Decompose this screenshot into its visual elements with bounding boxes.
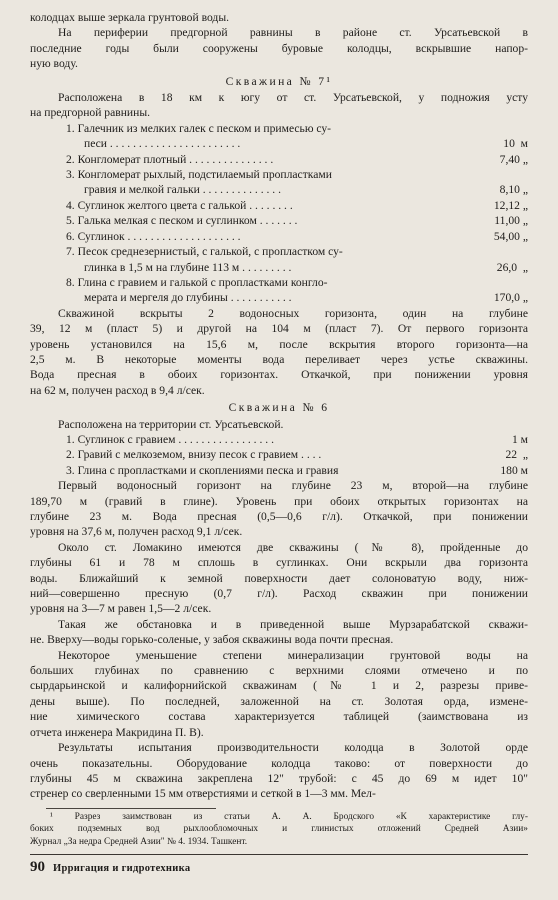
well-7-location — [30, 90, 528, 121]
text-line: ние химического состава характеризуется таблицей (заимствована из — [30, 710, 528, 724]
text-line: ную воду. — [30, 57, 78, 71]
text-line: ¹ Разрез заимствован из статьи А. А. Бродского «К характеристике глу- — [50, 811, 528, 822]
layer-description: 3. Глина с пропластками и скоплениями песка и гравия — [66, 463, 339, 477]
text-line: Некоторое уменьшение степени минерализации грунтовой воды на — [58, 648, 528, 662]
layer-thickness: 1 м — [511, 432, 528, 446]
layer-description: 1. Галечник из мелких галек с песком и примесью су- — [66, 121, 332, 135]
text-line: уровень установился на 15,6 м, после вскрытия второго горизонта—на — [30, 337, 528, 351]
text-line: отчета инженера Макридина П. В). — [30, 725, 204, 739]
layer-thickness: 11,00 „ — [494, 214, 528, 228]
page-footer — [30, 854, 528, 876]
layer-thickness: 10 м — [503, 137, 528, 151]
layer-row — [30, 136, 528, 151]
text-line: уровня на 3—7 м равен 1,5—2 л/сек. — [30, 602, 212, 616]
layer-description: 5. Галька мелкая с песком и суглинком . . . . . . . — [66, 214, 298, 228]
layer-thickness: 54,00 „ — [493, 229, 528, 243]
footnote — [30, 811, 528, 849]
paragraph-murzarabat — [30, 617, 528, 648]
text-line: глубине 23 м. Вода пресная (0,5—0,6 г/л). Откачкой, при понижении — [30, 510, 528, 523]
text-line: Первый водоносный горизонт на глубине 23 м, второй—на глубине — [58, 479, 528, 493]
layer-thickness: 12,12 „ — [493, 198, 528, 212]
layer-row — [30, 275, 528, 290]
well-7-heading: Скважина № 7¹ — [225, 74, 333, 88]
paragraph-periphery — [30, 25, 528, 71]
layer-description: 3. Конгломерат рыхлый, подстилаемый пропластками — [66, 168, 332, 182]
text-line: очень показательны. Оборудование колодца таково: от поверхности до — [30, 756, 528, 770]
footnote-divider — [46, 808, 216, 809]
layer-row — [30, 152, 528, 167]
layer-row — [30, 121, 528, 136]
well-7-description — [30, 306, 528, 398]
text-line: На периферии предгорной равнины в районе ст. Урсатьевской в — [58, 26, 528, 40]
layer-description: 1. Суглинок с гравием . . . . . . . . . . . . . . . . . — [66, 432, 274, 446]
text-line: воды. Ближайший к земной поверхности дает солоноватую воду, ниж- — [30, 571, 528, 585]
text-line: на предгорной равнины. — [30, 106, 151, 120]
text-line: больших глубинах по сравнению с верхними слоями отмечено и по — [30, 664, 528, 678]
well-7-layers-list — [30, 121, 528, 306]
text-line: 189,70 м (гравий в глине). Уровень при обоих открытых горизонтах на — [30, 494, 528, 508]
layer-description: мерата и мергеля до глубины . . . . . . . . . . . — [84, 291, 292, 305]
journal-title: Ирригация и гидротехника — [53, 863, 191, 874]
layer-thickness: 7,40 „ — [499, 152, 528, 166]
layer-row — [30, 244, 528, 259]
text-line: последние годы были сооружены буровые колодцы, вскрывшие напор- — [30, 41, 528, 55]
text-line: ний—совершенно пресную (0,7 г/л). Расход скважин при понижении — [30, 587, 528, 601]
layer-description: песи . . . . . . . . . . . . . . . . . . . . . . . — [84, 137, 241, 151]
text-line: Результаты испытания производительности колодца в Золотой орде — [58, 741, 528, 755]
layer-thickness: 22 „ — [505, 448, 528, 462]
layer-row — [30, 260, 528, 275]
text-line: сырдарьинской и калифорнийской скважинам (№ 1 и 2, разрезы приве- — [30, 679, 528, 693]
text-line: Такая же обстановка и в приведенной выше Мурзарабатской скважи- — [58, 617, 528, 631]
text-line: Около ст. Ломакино имеются две скважины (№ 8), пройденные до — [58, 540, 528, 554]
layer-description: 7. Песок среднезернистый, с галькой, с пропластком су- — [66, 245, 343, 259]
text-line: боких подземных вод рыхлообломочных и глинистых отложений Средней Азии» — [30, 824, 528, 835]
text-line: глубины 45 м скважина закреплена 12" трубой: с 45 до 69 м идет 10" — [30, 771, 528, 785]
layer-thickness: 26,0 „ — [496, 260, 528, 274]
layer-description: гравия и мелкой гальки . . . . . . . . . . . . . . — [84, 183, 281, 197]
text-line: 39, 12 м (пласт 5) и другой на 104 м (пласт 7). От первого горизонта — [30, 322, 528, 336]
layer-description: 8. Глина с гравием и галькой с пропластками конгло- — [66, 275, 328, 289]
text-line: колодцах выше зеркала грунтовой воды. — [30, 11, 230, 24]
layer-thickness: 8,10 „ — [499, 183, 528, 197]
text-line: стренер со сверленными 15 мм отверстиями и сеткой в 1—3 мм. Мел- — [30, 787, 376, 801]
text-line: Расположена на территории ст. Урсатьевской. — [58, 417, 284, 431]
paragraph-mineralization — [30, 648, 528, 740]
text-line: на 62 м, получен расход в 9,4 л/сек. — [30, 383, 205, 397]
text-line: дены выше). По последней, заложенной на ст. Золотая орда, измене- — [30, 694, 528, 708]
layer-row — [30, 182, 528, 197]
text-line: глубины 61 и 78 м сплошь в суглинках. Они вскрыли два горизонта — [30, 556, 528, 570]
text-line: Расположена в 18 км к югу от ст. Урсатьевской, у подножия усту — [58, 91, 528, 105]
layer-description: глинка в 1,5 м на глубине 113 м . . . . . . . . . — [84, 260, 292, 274]
paragraph-lomakino — [30, 540, 528, 617]
well-6-location — [30, 417, 528, 432]
layer-row — [30, 432, 528, 447]
paragraph-results — [30, 740, 528, 802]
text-line: не. Вверху—воды горько-соленые, у забоя скважины вода почти пресная. — [30, 633, 394, 647]
well-6-description — [30, 478, 528, 540]
layer-description: 2. Гравий с мелкоземом, внизу песок с гравием . . . . — [66, 448, 322, 462]
layer-row — [30, 290, 528, 305]
layer-row — [30, 463, 528, 478]
layer-thickness: 180 м — [500, 463, 528, 477]
layer-description: 4. Суглинок желтого цвета с галькой . . . . . . . . — [66, 198, 293, 212]
layer-row — [30, 229, 528, 244]
layer-row — [30, 213, 528, 228]
well-6-heading: Скважина № 6 — [228, 401, 330, 415]
well-6-layers-list — [30, 432, 528, 478]
text-block-top — [30, 10, 528, 25]
text-line: Скважиной вскрыты 2 водоносных горизонта, один на глубине — [58, 306, 528, 320]
layer-row — [30, 447, 528, 462]
layer-row — [30, 167, 528, 182]
page-number: 90 — [30, 859, 45, 875]
text-line: уровня на 37,6 м, получен расход 9,1 л/сек. — [30, 525, 243, 539]
layer-row — [30, 198, 528, 213]
layer-description: 6. Суглинок . . . . . . . . . . . . . . . . . . . . — [66, 229, 241, 243]
text-line: Журнал „За недра Средней Азии" № 4. 1934. Ташкент. — [30, 836, 248, 847]
text-line: Вода пресная в обоих горизонтах. Откачкой, при понижении уровня — [30, 368, 528, 382]
text-line: 2,5 м. В некоторые моменты вода переливает через устье скважины. — [30, 352, 528, 366]
layer-description: 2. Конгломерат плотный . . . . . . . . . . . . . . . — [66, 152, 274, 166]
layer-thickness: 170,0 „ — [493, 291, 528, 305]
